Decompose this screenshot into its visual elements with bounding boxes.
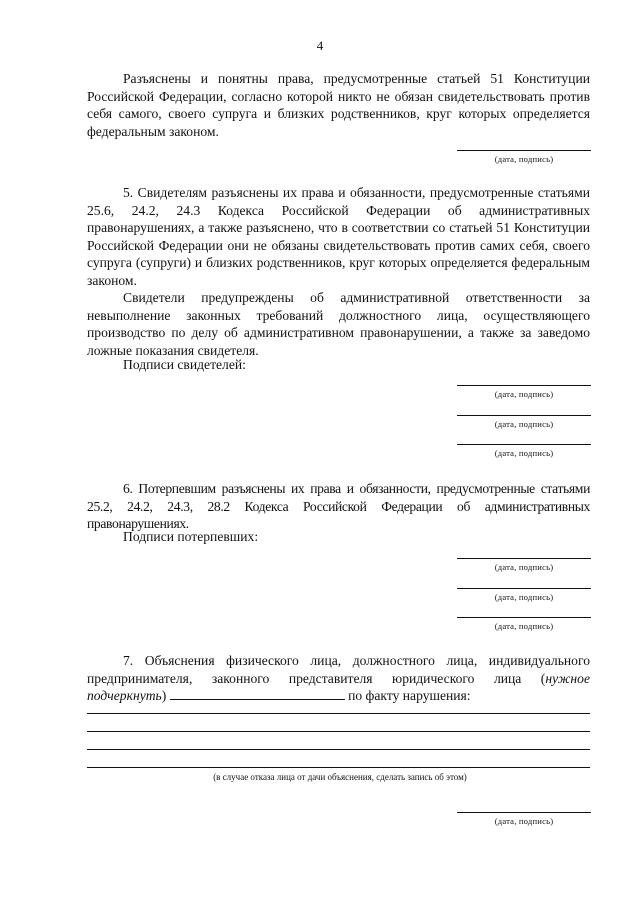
- signature-caption: (дата, подпись): [494, 816, 554, 826]
- section7-text-start: 7. Объяснения физического лица, должностного лица, индивидуального предпринимателя, законного представителя юридического лица (: [87, 653, 590, 686]
- victim-signatures-label: Подписи потерпевших:: [123, 529, 259, 544]
- signature-line[interactable]: [457, 617, 591, 618]
- section5-paragraph: 5. Свидетелям разъяснены их права и обязанности, предусмотренные статьями 25.6, 24.2, 24.3 Кодекса Российской Федерации об административных правонарушениях, а также разъяснено, что в соответствии со статьей 51 Конституции Российской Федерации они не обязаны свидетельствовать против самих себя, своего супруга (супруги) и близких родственников, круг которых определяется федеральным законом.: [87, 185, 590, 288]
- signature-block-explanation[interactable]: [457, 812, 591, 826]
- signature-caption: (дата, подпись): [494, 154, 554, 164]
- explanation-line-3[interactable]: [87, 749, 590, 750]
- signature-block-witness-2[interactable]: [457, 415, 591, 429]
- signature-line[interactable]: [457, 415, 591, 416]
- section7-text-middle: ): [161, 688, 170, 704]
- page-number: 4: [316, 38, 324, 53]
- signature-caption: (дата, подпись): [494, 448, 554, 458]
- signature-line[interactable]: [457, 444, 591, 445]
- explanation-line-2[interactable]: [87, 731, 590, 732]
- section6-paragraph: 6. Потерпевшим разъяснены их права и обязанности, предусмотренные статьями 25.2, 24.2, 24.3, 28.2 Кодекса Российской Федерации об административных правонарушениях.: [87, 481, 590, 532]
- signature-block-victim-1[interactable]: [457, 558, 591, 572]
- section7-paragraph: [87, 652, 590, 705]
- section5-warning-paragraph: Свидетели предупреждены об административной ответственности за невыполнение законных требований должностного лица, осуществляющего производство по делу об административном правонарушении, а также за заведомо ложные показания свидетеля.: [87, 290, 590, 358]
- signature-line[interactable]: [457, 588, 591, 589]
- signature-block-witness-3[interactable]: [457, 444, 591, 458]
- signature-block-victim-2[interactable]: [457, 588, 591, 602]
- representative-type-blank[interactable]: [170, 687, 345, 700]
- refusal-note: (в случае отказа лица от дачи объяснения, сделать запись об этом): [213, 772, 467, 782]
- signature-block-rights[interactable]: [457, 150, 591, 164]
- signature-block-victim-3[interactable]: [457, 617, 591, 631]
- signature-caption: (дата, подпись): [494, 621, 554, 631]
- signature-line[interactable]: [457, 558, 591, 559]
- signature-line[interactable]: [457, 812, 591, 813]
- section7-text-end: по факту нарушения:: [344, 688, 471, 704]
- signature-caption: (дата, подпись): [494, 562, 554, 572]
- signature-line[interactable]: [457, 385, 591, 386]
- rights-paragraph: Разъяснены и понятны права, предусмотренные статьей 51 Конституции Российской Федерации, согласно которой никто не обязан свидетельствовать против себя самого, своего супруга и близких родственников, круг которых определяется федеральным законом.: [87, 71, 590, 139]
- signature-block-witness-1[interactable]: [457, 385, 591, 399]
- signature-caption: (дата, подпись): [494, 592, 554, 602]
- signature-caption: (дата, подпись): [494, 419, 554, 429]
- witness-signatures-label: Подписи свидетелей:: [123, 357, 246, 372]
- explanation-line-1[interactable]: [87, 713, 590, 714]
- signature-caption: (дата, подпись): [494, 389, 554, 399]
- explanation-line-4[interactable]: [87, 767, 590, 768]
- section7-italic-hint: нужное подчеркнуть: [87, 670, 590, 704]
- signature-line[interactable]: [457, 150, 591, 151]
